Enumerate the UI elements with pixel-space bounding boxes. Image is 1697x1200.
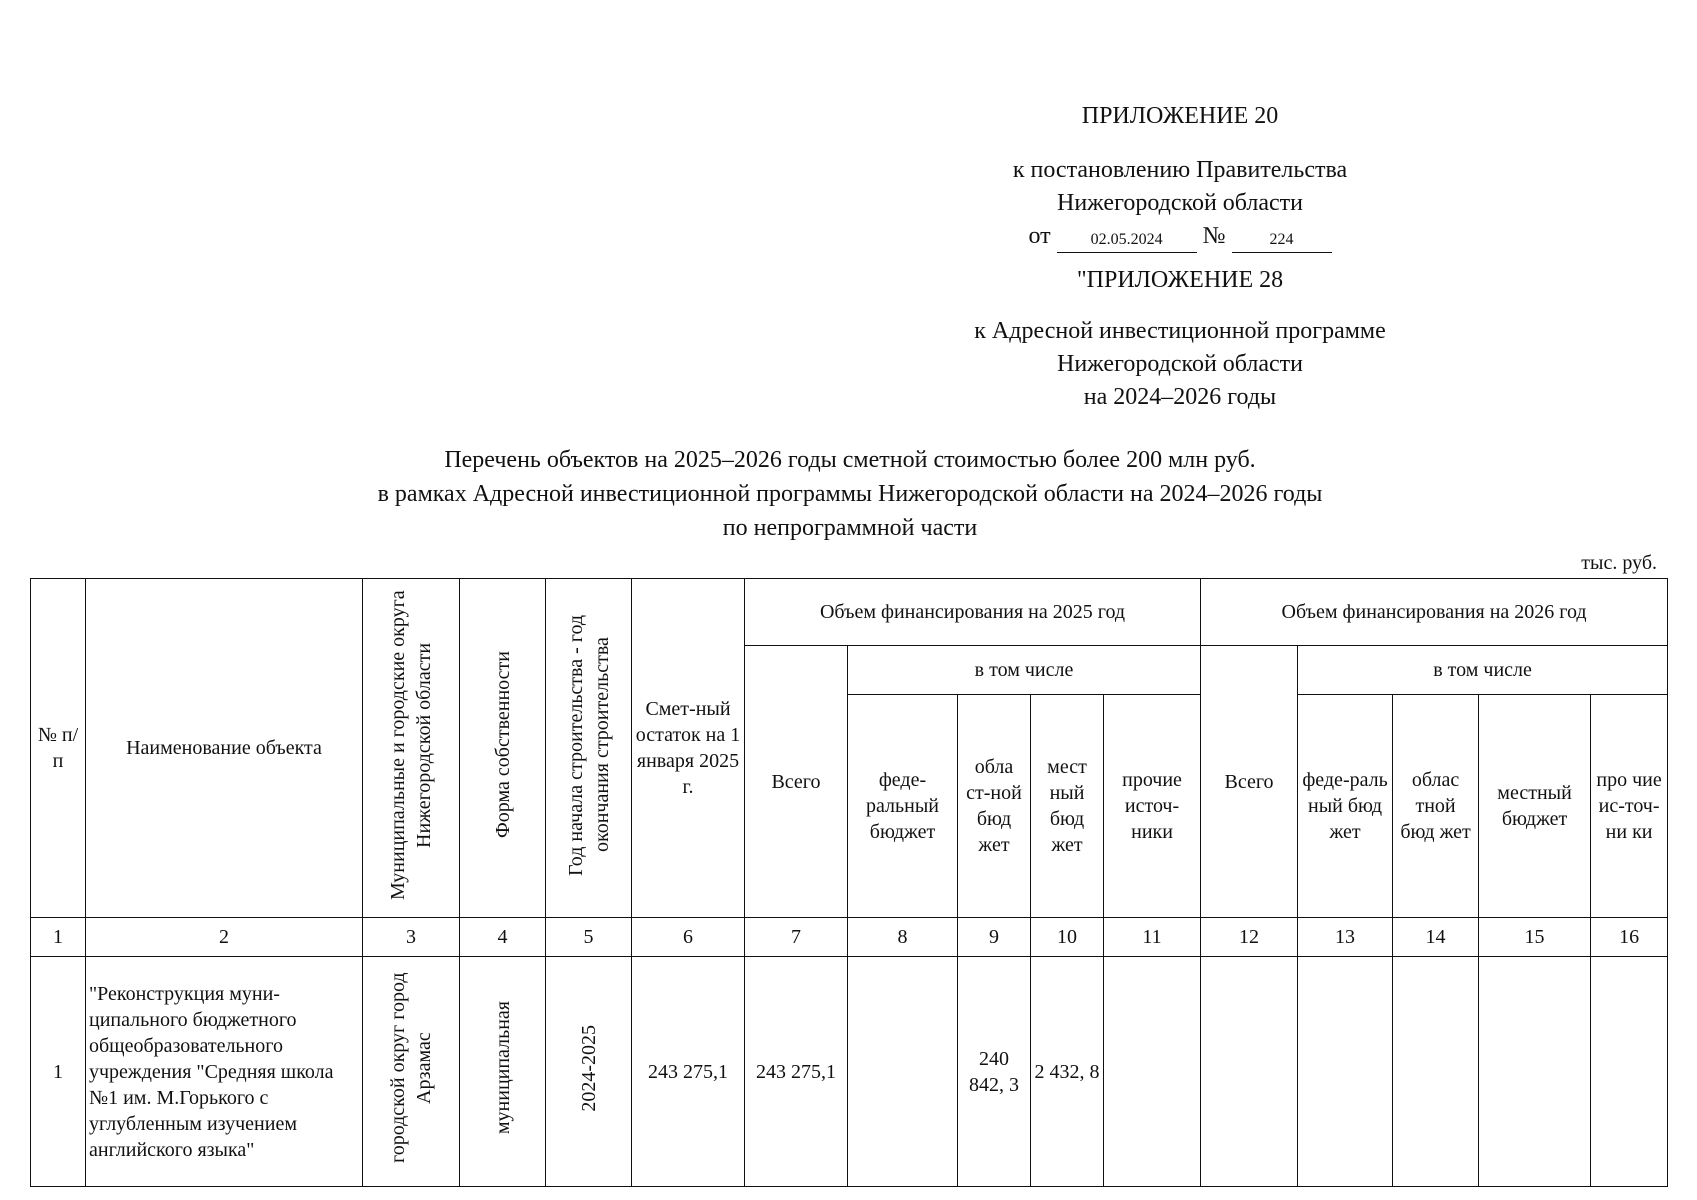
cell-total-2026 xyxy=(1201,957,1298,1187)
cell-remaining: 243 275,1 xyxy=(632,957,745,1187)
col-header-num: № п/п xyxy=(31,579,86,918)
col-header-incl-2025: в том числе xyxy=(848,646,1201,695)
title-line-1: Перечень объектов на 2025–2026 годы сметной стоимостью более 200 млн руб. xyxy=(444,447,1256,473)
title-line-3: по непрограммной части xyxy=(722,515,978,541)
col-number: 10 xyxy=(1031,918,1104,957)
cell-ownership xyxy=(460,957,546,1187)
header-row-1 xyxy=(31,579,1668,646)
col-number: 16 xyxy=(1591,918,1668,957)
units-label: тыс. руб. xyxy=(1581,552,1657,574)
col-number: 6 xyxy=(632,918,745,957)
decree-reference xyxy=(900,154,1460,253)
table-row xyxy=(31,957,1668,1187)
col-number: 4 xyxy=(460,918,546,957)
col-header-years xyxy=(546,579,632,918)
col-header-regional-2025: обла ст-ной бюд жет xyxy=(958,695,1031,918)
years-value: 2024-2025 xyxy=(577,1024,600,1112)
col-header-local-2026: местный бюджет xyxy=(1479,695,1591,918)
municipality-value: городской округ город Арзамас xyxy=(387,972,435,1164)
col-number: 5 xyxy=(546,918,632,957)
col-number: 12 xyxy=(1201,918,1298,957)
appendix-28-heading xyxy=(900,264,1460,297)
col-number: 8 xyxy=(848,918,958,957)
col-header-local-2025: мест ный бюд жет xyxy=(1031,695,1104,918)
col-header-funding-2025: Объем финансирования на 2025 год xyxy=(745,579,1201,646)
decree-number: 224 xyxy=(1232,230,1332,253)
municipality-header-text: Муниципальные и городские округа Нижегородской области xyxy=(387,589,435,900)
appendix-20-heading xyxy=(900,100,1460,133)
col-header-federal-2026: феде-раль ный бюд жет xyxy=(1298,695,1393,918)
cell-name: "Реконструкция муни-ципального бюджетного общеобразовательного учреждения "Средняя школа №1 им. М.Горького с углубленным изучением английского языка" xyxy=(86,957,363,1187)
cell-other-2025 xyxy=(1104,957,1201,1187)
decree-line-1: к постановлению Правительства xyxy=(1012,157,1348,183)
col-header-municipality xyxy=(363,579,460,918)
years-header-text: Год начала строительства - год окончания строительства xyxy=(564,613,613,876)
col-number: 13 xyxy=(1298,918,1393,957)
col-number: 15 xyxy=(1479,918,1591,957)
ownership-value: муниципальная xyxy=(491,1001,514,1135)
cell-local-2026 xyxy=(1479,957,1591,1187)
cell-other-2026 xyxy=(1591,957,1668,1187)
col-number: 9 xyxy=(958,918,1031,957)
cell-federal-2025 xyxy=(848,957,958,1187)
decree-date-line xyxy=(1028,220,1331,253)
decree-line-2: Нижегородской области xyxy=(1056,190,1304,216)
appendix-28-label: "ПРИЛОЖЕНИЕ 28 xyxy=(1076,267,1284,293)
cell-municipality xyxy=(363,957,460,1187)
col-header-federal-2025: феде-ральный бюджет xyxy=(848,695,958,918)
title-line-2: в рамках Адресной инвестиционной программы Нижегородской области на 2024–2026 годы xyxy=(377,481,1323,507)
program-line-2: Нижегородской области xyxy=(1056,351,1304,377)
from-label: от xyxy=(1028,223,1051,249)
objects-table xyxy=(30,578,1668,1187)
program-line-1: к Адресной инвестиционной программе xyxy=(974,318,1386,344)
col-number: 11 xyxy=(1104,918,1201,957)
cell-federal-2026 xyxy=(1298,957,1393,1187)
col-header-ownership xyxy=(460,579,546,918)
cell-local-2025: 2 432, 8 xyxy=(1031,957,1104,1187)
col-header-remaining: Смет-ный остаток на 1 января 2025 г. xyxy=(632,579,745,918)
decree-date: 02.05.2024 xyxy=(1057,230,1197,253)
column-numbers-row xyxy=(31,918,1668,957)
program-reference xyxy=(900,315,1460,414)
col-header-total-2025: Всего xyxy=(745,646,848,918)
col-header-incl-2026: в том числе xyxy=(1298,646,1668,695)
col-number: 14 xyxy=(1393,918,1479,957)
col-header-funding-2026: Объем финансирования на 2026 год xyxy=(1201,579,1668,646)
cell-regional-2025: 240 842, 3 xyxy=(958,957,1031,1187)
cell-years xyxy=(546,957,632,1187)
ownership-header-text: Форма собственности xyxy=(491,651,514,838)
appendix-20-label: ПРИЛОЖЕНИЕ 20 xyxy=(1081,103,1279,129)
col-header-name: Наименование объекта xyxy=(86,579,363,918)
col-number: 1 xyxy=(31,918,86,957)
col-header-other-2025: прочие источ-ники xyxy=(1104,695,1201,918)
cell-total-2025: 243 275,1 xyxy=(745,957,848,1187)
col-header-other-2026: про чие ис-точ-ни ки xyxy=(1591,695,1668,918)
col-number: 2 xyxy=(86,918,363,957)
document-title xyxy=(150,443,1550,545)
col-number: 7 xyxy=(745,918,848,957)
col-header-regional-2026: облас тной бюд жет xyxy=(1393,695,1479,918)
col-number: 3 xyxy=(363,918,460,957)
number-label: № xyxy=(1202,223,1226,249)
cell-num: 1 xyxy=(31,957,86,1187)
program-line-3: на 2024–2026 годы xyxy=(1083,384,1277,410)
col-header-total-2026: Всего xyxy=(1201,646,1298,918)
cell-regional-2026 xyxy=(1393,957,1479,1187)
